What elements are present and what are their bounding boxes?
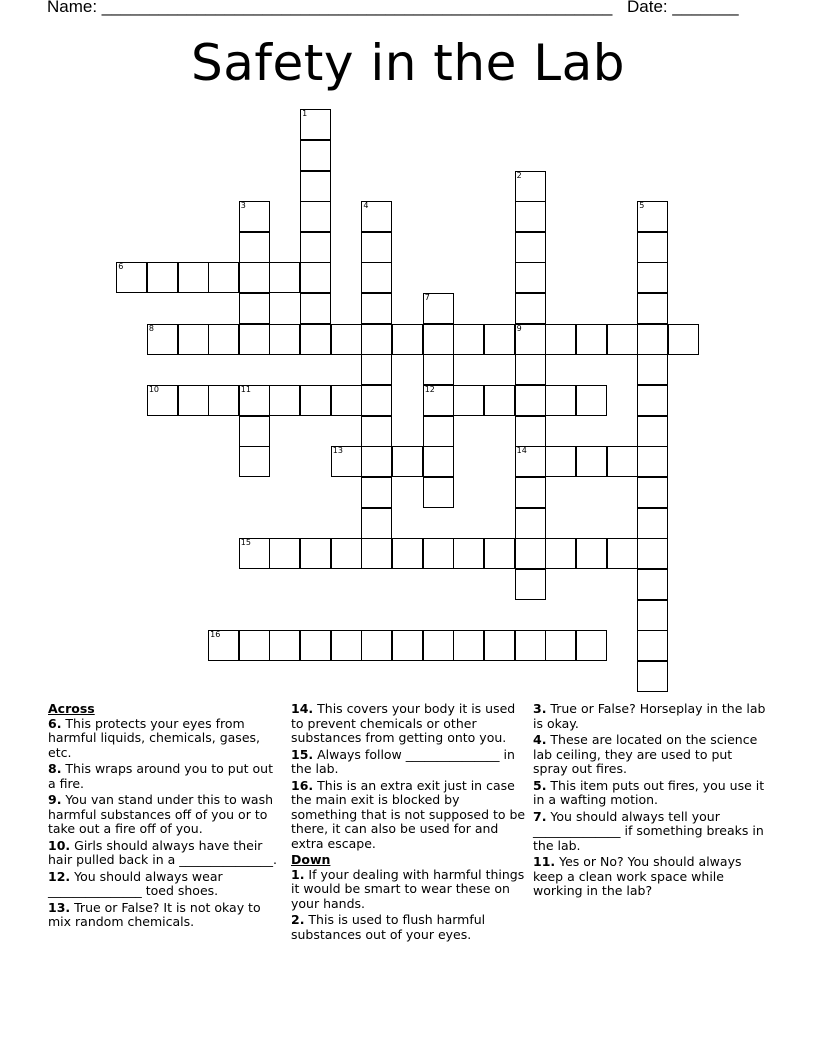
grid-cell[interactable]: [637, 446, 668, 477]
grid-cell[interactable]: [361, 630, 392, 661]
clue-number-label: 3.: [533, 701, 547, 716]
name-field[interactable]: Name: ______________________________________________________: [47, 0, 613, 16]
grid-cell[interactable]: [361, 385, 392, 416]
grid-cell[interactable]: [515, 171, 546, 202]
clues-column-1: [48, 702, 284, 932]
clue-number: 4: [363, 201, 369, 211]
clue-item: [533, 810, 769, 854]
grid-cell[interactable]: [300, 171, 331, 202]
clue-text: This is used to flush harmful substances out of your eyes.: [291, 912, 486, 942]
grid-cell[interactable]: [361, 201, 392, 232]
clue-text: Always follow _______________ in the lab.: [291, 746, 515, 776]
grid-cell[interactable]: [637, 354, 668, 385]
grid-cell[interactable]: [515, 446, 546, 477]
clue-item: [291, 779, 527, 852]
grid-cell[interactable]: [423, 416, 454, 447]
clue-number: 13: [332, 446, 343, 456]
clue-number: 9: [516, 323, 522, 333]
grid-cell[interactable]: [300, 293, 331, 324]
grid-cell[interactable]: [300, 262, 331, 293]
grid-cell[interactable]: [453, 538, 484, 569]
grid-cell[interactable]: [269, 630, 300, 661]
grid-cell[interactable]: [269, 385, 300, 416]
clue-text: This wraps around you to put out a fire.: [48, 761, 273, 791]
clue-text: This item puts out fires, you use it in a wafting motion.: [533, 777, 765, 807]
grid-cell[interactable]: [392, 538, 423, 569]
grid-cell[interactable]: [637, 477, 668, 508]
grid-cell[interactable]: [515, 201, 546, 232]
clue-number-label: 1.: [291, 866, 305, 882]
clue-item: [533, 733, 769, 777]
grid-cell[interactable]: [300, 324, 331, 355]
grid-cell[interactable]: [515, 354, 546, 385]
grid-cell[interactable]: [607, 538, 638, 569]
grid-cell[interactable]: [576, 385, 607, 416]
grid-cell[interactable]: [239, 446, 270, 477]
grid-cell[interactable]: [300, 140, 331, 171]
grid-cell[interactable]: [484, 385, 515, 416]
grid-cell[interactable]: [453, 324, 484, 355]
grid-cell[interactable]: [515, 293, 546, 324]
grid-cell[interactable]: [637, 416, 668, 447]
clue-number-label: 6.: [48, 715, 62, 731]
grid-cell[interactable]: [637, 538, 668, 569]
grid-cell[interactable]: [576, 538, 607, 569]
clue-number: 5: [639, 201, 645, 211]
clue-number-label: 16.: [291, 777, 314, 793]
grid-cell[interactable]: [116, 262, 147, 293]
grid-cell[interactable]: [607, 324, 638, 355]
grid-cell[interactable]: [269, 538, 300, 569]
grid-cell[interactable]: [484, 538, 515, 569]
clue-number-label: 10.: [48, 837, 71, 853]
grid-cell[interactable]: [208, 630, 239, 661]
grid-cell[interactable]: [147, 385, 178, 416]
grid-cell[interactable]: [392, 324, 423, 355]
grid-cell[interactable]: [178, 324, 209, 355]
grid-cell[interactable]: [515, 416, 546, 447]
grid-cell[interactable]: [147, 324, 178, 355]
grid-cell[interactable]: [361, 416, 392, 447]
across-heading: Across: [48, 701, 95, 716]
clue-number: 1: [302, 109, 308, 119]
grid-cell[interactable]: [239, 538, 270, 569]
grid-cell[interactable]: [239, 324, 270, 355]
grid-cell[interactable]: [392, 446, 423, 477]
grid-cell[interactable]: [515, 324, 546, 355]
clue-number: 10: [148, 385, 160, 395]
clues-column-2: [291, 702, 527, 944]
grid-cell[interactable]: [515, 508, 546, 539]
grid-cell[interactable]: [515, 477, 546, 508]
grid-cell[interactable]: [515, 538, 546, 569]
grid-cell[interactable]: [331, 324, 362, 355]
grid-cell[interactable]: [300, 385, 331, 416]
clue-item: [48, 717, 284, 761]
grid-cell[interactable]: [269, 324, 300, 355]
clue-item: [48, 762, 284, 791]
date-field[interactable]: Date: _______: [627, 0, 739, 16]
grid-cell[interactable]: [484, 630, 515, 661]
clue-item: [291, 702, 527, 746]
grid-cell[interactable]: [361, 508, 392, 539]
clue-number: 3: [240, 201, 246, 211]
grid-cell[interactable]: [515, 262, 546, 293]
grid-cell[interactable]: [300, 109, 331, 140]
grid-cell[interactable]: [208, 385, 239, 416]
grid-cell[interactable]: [239, 630, 270, 661]
grid-cell[interactable]: [668, 324, 699, 355]
grid-cell[interactable]: [361, 262, 392, 293]
grid-cell[interactable]: [300, 630, 331, 661]
grid-cell[interactable]: [269, 262, 300, 293]
grid-cell[interactable]: [423, 446, 454, 477]
grid-cell[interactable]: [361, 538, 392, 569]
grid-cell[interactable]: [515, 232, 546, 263]
grid-cell[interactable]: [515, 569, 546, 600]
grid-cell[interactable]: [637, 385, 668, 416]
clue-number: 8: [148, 323, 154, 333]
clue-number: 6: [118, 262, 124, 272]
grid-cell[interactable]: [361, 354, 392, 385]
clue-item: [533, 855, 769, 899]
grid-cell[interactable]: [331, 538, 362, 569]
grid-cell[interactable]: [147, 262, 178, 293]
grid-cell[interactable]: [515, 385, 546, 416]
grid-cell[interactable]: [576, 630, 607, 661]
clue-number: 12: [424, 385, 435, 395]
grid-cell[interactable]: [361, 446, 392, 477]
grid-cell[interactable]: [423, 477, 454, 508]
grid-cell[interactable]: [300, 232, 331, 263]
clue-item: [291, 868, 527, 912]
grid-cell[interactable]: [239, 232, 270, 263]
grid-cell[interactable]: [453, 385, 484, 416]
clue-text: This protects your eyes from harmful liquids, chemicals, gases, etc.: [48, 715, 260, 760]
clue-number-label: 15.: [291, 746, 314, 762]
clue-item: [48, 870, 284, 899]
grid-cell[interactable]: [331, 630, 362, 661]
grid-cell[interactable]: [576, 446, 607, 477]
grid-cell[interactable]: [637, 324, 668, 355]
grid-cell[interactable]: [637, 600, 668, 631]
grid-cell[interactable]: [545, 630, 576, 661]
grid-cell[interactable]: [423, 354, 454, 385]
clue-text: True or False? It is not okay to mix random chemicals.: [48, 899, 261, 929]
clue-item: [291, 748, 527, 777]
grid-cell[interactable]: [423, 293, 454, 324]
grid-cell[interactable]: [239, 385, 270, 416]
grid-cell[interactable]: [239, 293, 270, 324]
grid-cell[interactable]: [331, 385, 362, 416]
grid-cell[interactable]: [361, 477, 392, 508]
clue-text: True or False? Horseplay in the lab is okay.: [533, 701, 766, 731]
clue-item: [291, 913, 527, 942]
clues-column-3: [533, 702, 769, 901]
clue-item: [48, 839, 284, 868]
clue-text: This is an extra exit just in case the main exit is blocked by something that is not supposed to be there, it can also be used for and extra escape.: [291, 777, 526, 851]
grid-cell[interactable]: [423, 324, 454, 355]
clue-number: 11: [240, 385, 251, 395]
grid-cell[interactable]: [637, 293, 668, 324]
clue-text: If your dealing with harmful things it would be smart to wear these on your hands.: [291, 866, 525, 911]
clue-number: 7: [424, 293, 430, 303]
clue-number-label: 7.: [533, 808, 547, 824]
grid-cell[interactable]: [637, 232, 668, 263]
clue-number: 14: [516, 446, 527, 456]
clue-number-label: 4.: [533, 732, 547, 747]
grid-cell[interactable]: [208, 262, 239, 293]
clue-number: 15: [240, 538, 251, 548]
clue-number-label: 11.: [533, 854, 556, 869]
clue-text: Yes or No? You should always keep a clean work space while working in the lab?: [533, 854, 742, 898]
grid-cell[interactable]: [361, 293, 392, 324]
grid-cell[interactable]: [239, 201, 270, 232]
grid-cell[interactable]: [239, 416, 270, 447]
grid-cell[interactable]: [637, 569, 668, 600]
grid-cell[interactable]: [361, 324, 392, 355]
clue-text: Girls should always have their hair pulled back in a _______________.: [48, 837, 277, 867]
grid-cell[interactable]: [423, 385, 454, 416]
clue-number-label: 8.: [48, 761, 62, 776]
clue-item: [48, 793, 284, 837]
clue-text: You van stand under this to wash harmful substances off of you or to take out a fire off of you.: [48, 792, 274, 836]
clue-item: [533, 702, 769, 731]
grid-cell[interactable]: [637, 508, 668, 539]
grid-cell[interactable]: [178, 262, 209, 293]
down-heading: Down: [291, 852, 331, 867]
clue-number: 2: [516, 170, 522, 180]
clue-text: You should always tell your ______________ if something breaks in the lab.: [533, 808, 764, 853]
grid-cell[interactable]: [545, 385, 576, 416]
grid-cell[interactable]: [515, 630, 546, 661]
grid-cell[interactable]: [453, 630, 484, 661]
grid-cell[interactable]: [484, 324, 515, 355]
grid-cell[interactable]: [300, 201, 331, 232]
grid-cell[interactable]: [208, 324, 239, 355]
clue-item: [48, 901, 284, 930]
grid-cell[interactable]: [637, 201, 668, 232]
clue-item: [533, 779, 769, 808]
grid-cell[interactable]: [423, 630, 454, 661]
page-title: Safety in the Lab: [191, 34, 625, 92]
clue-number-label: 2.: [291, 912, 305, 927]
grid-cell[interactable]: [239, 262, 270, 293]
grid-cell[interactable]: [300, 538, 331, 569]
clue-text: You should always wear _______________ toed shoes.: [48, 868, 223, 898]
grid-cell[interactable]: [637, 630, 668, 661]
clue-text: This covers your body it is used to prevent chemicals or other substances from getting onto you.: [291, 701, 516, 745]
clue-text: These are located on the science lab ceiling, they are used to put spray out fires.: [533, 732, 758, 776]
grid-cell[interactable]: [545, 538, 576, 569]
grid-cell[interactable]: [331, 446, 362, 477]
clue-number-label: 12.: [48, 868, 71, 884]
clue-number-label: 5.: [533, 777, 547, 793]
grid-cell[interactable]: [637, 661, 668, 692]
grid-cell[interactable]: [545, 324, 576, 355]
clue-number-label: 14.: [291, 701, 314, 716]
clue-number-label: 9.: [48, 792, 62, 807]
grid-cell[interactable]: [545, 446, 576, 477]
grid-cell[interactable]: [361, 232, 392, 263]
grid-cell[interactable]: [392, 630, 423, 661]
grid-cell[interactable]: [576, 324, 607, 355]
clue-number: 16: [210, 630, 221, 640]
grid-cell[interactable]: [423, 538, 454, 569]
grid-cell[interactable]: [178, 385, 209, 416]
clue-number-label: 13.: [48, 899, 71, 915]
grid-cell[interactable]: [607, 446, 638, 477]
grid-cell[interactable]: [637, 262, 668, 293]
